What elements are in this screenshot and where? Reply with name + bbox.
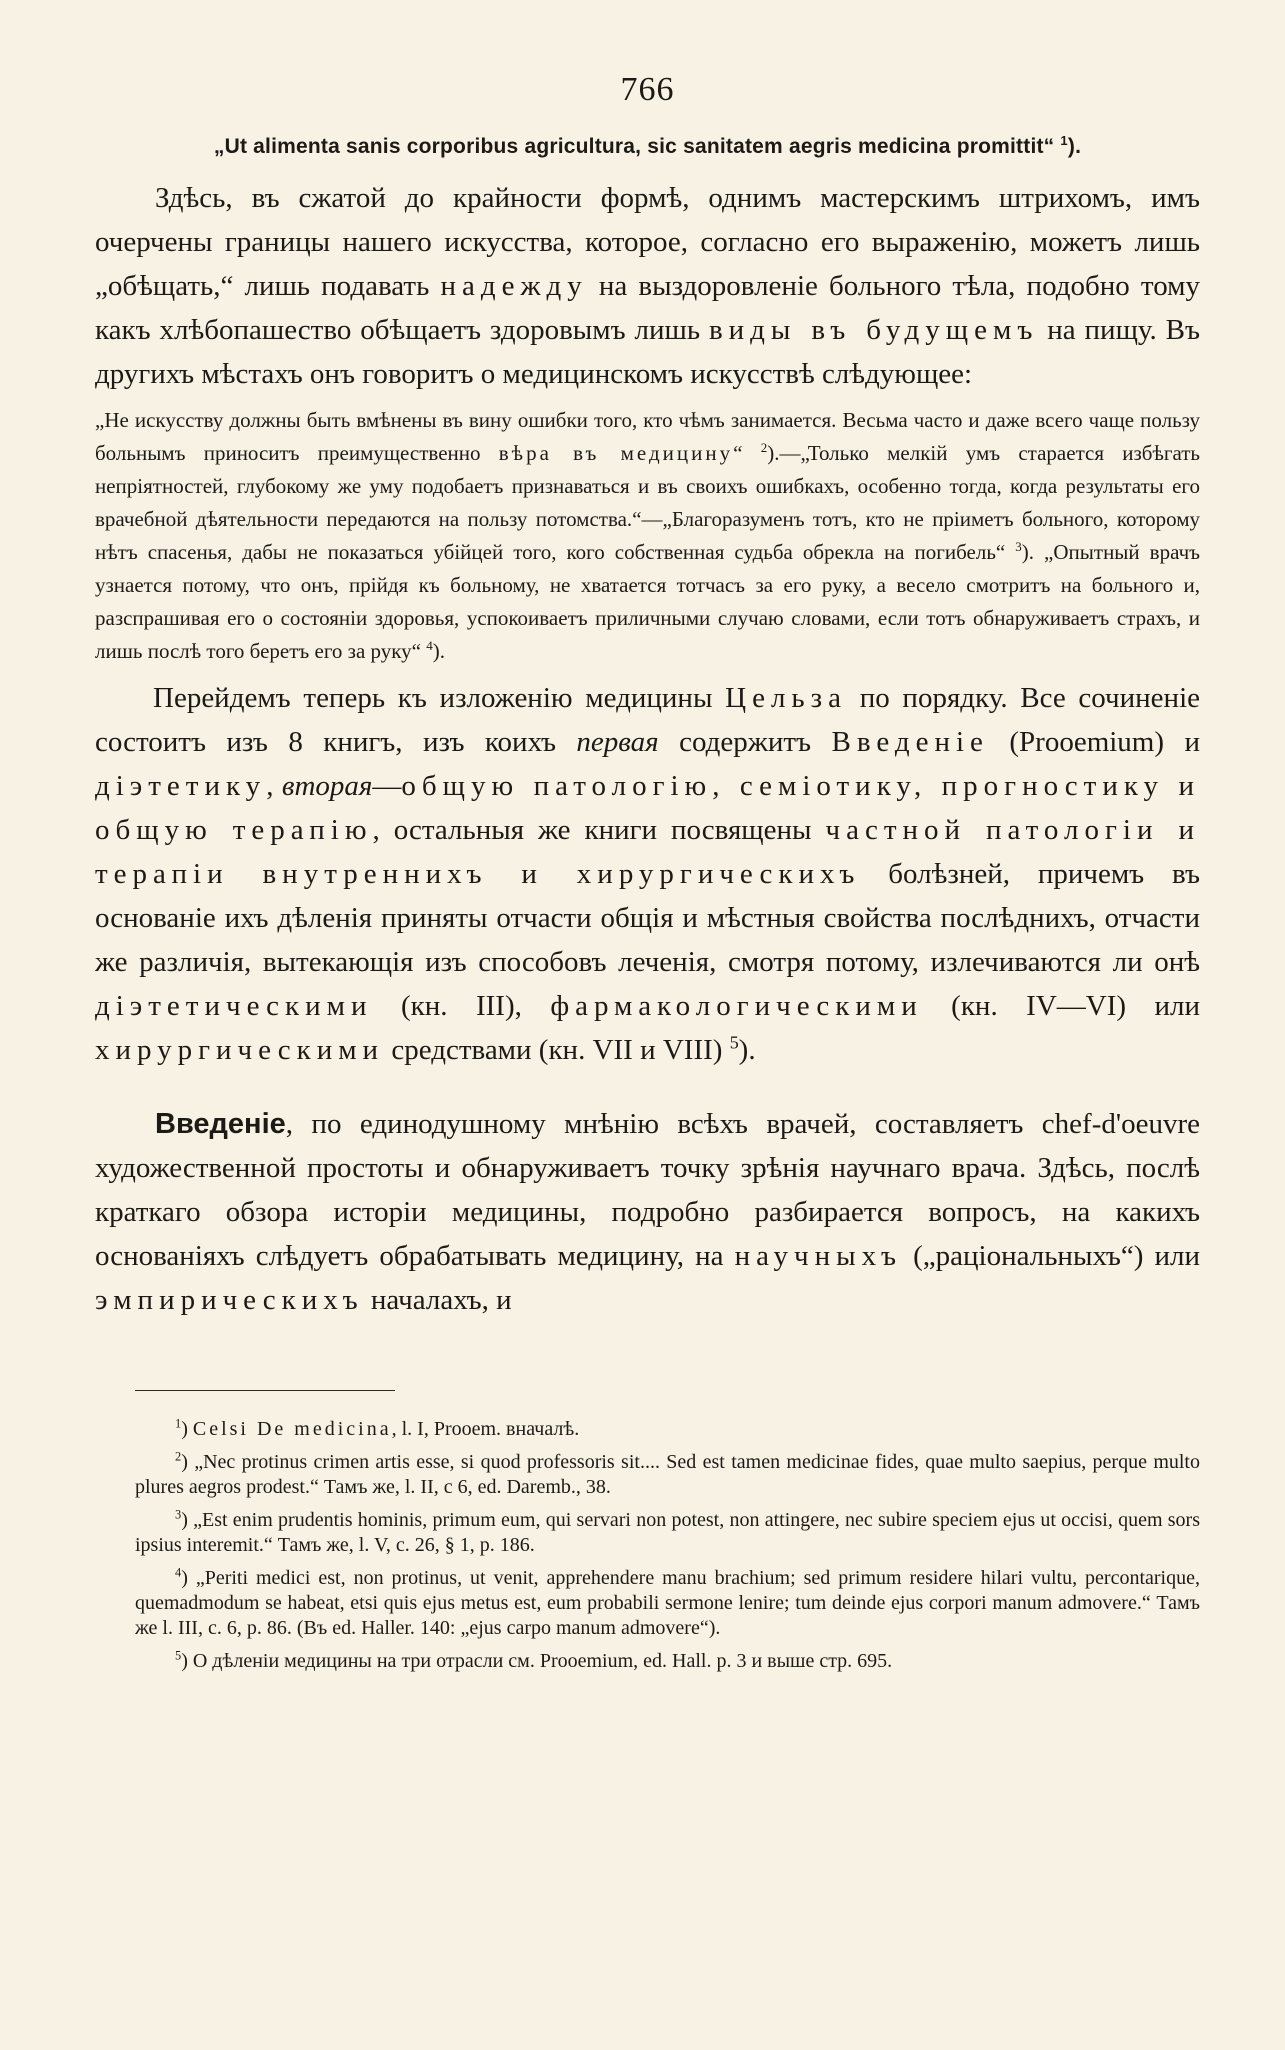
footnote-ref: 5	[729, 1032, 739, 1053]
italic-emphasis: вторая	[281, 770, 373, 802]
spaced-emphasis: діэтетическими	[95, 990, 373, 1022]
paragraph-gap	[95, 1072, 1200, 1102]
footnote-3: $^3$) „Est enim prudentis hominis, primum eum, qui servari non potest, non attingere, nec subire speciem ejus ut occisi, quem sors ipsius interemit.“ Тамъ же, l. V, c. 26, § 1, p. 186.	[135, 1507, 1200, 1556]
footnote-divider	[135, 1390, 395, 1391]
spaced-emphasis: общую патологію, семіотику, прогностику и общую терапію	[95, 770, 1201, 846]
spaced-emphasis: вѣра въ медицину	[498, 441, 734, 465]
paragraph-3: Введеніе, по единодушному мнѣнію всѣхъ врачей, составляетъ chef-d'oeuvre художественной простоты и обнаруживаетъ точку зрѣнія научнаго врача. Здѣсь, послѣ краткаго обзора исторіи медицины, подробно разбирается вопросъ, на какихъ основаніяхъ слѣдуетъ обрабатывать медицину, на научныхъ („раціональныхъ“) или эмпирическихъ началахъ, и	[95, 1108, 1200, 1316]
spaced-emphasis: частной патологіи и терапіи внутреннихъ и хирургическихъ	[95, 814, 1200, 890]
footnote-ref: 1	[1060, 133, 1068, 148]
paragraph-2: Перейдемъ теперь къ изложенію медицины Цельза по порядку. Все сочиненіе состоитъ изъ 8 книгъ, изъ коихъ первая содержитъ Введеніе (Prooemium) и діэтетику, вторая—общую патологію, семіотику, прогностику и общую терапію, остальныя же книги посвящены частной патологіи и терапіи внутреннихъ и хирургическихъ болѣзней, причемъ въ основаніе ихъ дѣленія приняты отчасти общія и мѣстныя свойства послѣднихъ, отчасти же различія, вытекающія изъ способовъ леченія, смотря потому, излечиваются ли онѣ діэтетическими (кн. III), фармакологическими (кн. IV—VI) или хирургическими средствами (кн. VII и VIII) $^5$).	[95, 682, 1201, 1066]
footnote-ref: 4	[426, 638, 433, 653]
spaced-emphasis: надежду	[440, 270, 588, 302]
book-page	[95, 70, 1200, 1682]
spaced-emphasis: виды въ будущемъ	[708, 314, 1039, 346]
bold-heading-word: Введеніе	[155, 1108, 286, 1140]
spaced-emphasis: хирургическими	[95, 1034, 385, 1066]
footnote-ref: 2	[760, 440, 768, 455]
epigraph: „Ut alimenta sanis corporibus agricultura, sic sanitatem aegris medicina promittit“ $^1$).	[213, 133, 1082, 158]
spaced-emphasis: Цельза	[725, 682, 847, 714]
footnote-2: $^2$) „Nec protinus crimen artis esse, si quod professoris sit.... Sed est tamen medicinae fides, quae multo saepius, perque multo plures aegros prodest.“ Тамъ же, l. II, c 6, ed. Daremb., 38.	[135, 1449, 1200, 1498]
footnote-ref: 3	[1015, 539, 1022, 554]
page-number: 766	[620, 71, 675, 108]
footnote-1: $^1$) Celsi De medicina, l. I, Prooem. вначалѣ.	[175, 1416, 580, 1440]
spaced-emphasis: діэтетику	[95, 770, 267, 802]
italic-emphasis: первая	[576, 726, 659, 758]
epigraph-text: „Ut alimenta sanis corporibus agricultura, sic sanitatem aegris medicina promittit“	[213, 135, 1055, 158]
spaced-emphasis: эмпирическихъ	[95, 1284, 364, 1316]
spaced-emphasis: Celsi De medicina	[192, 1418, 392, 1440]
footnote-5: $^5$) О дѣленіи медицины на три отрасли см. Prooemium, ed. Hall. p. 3 и выше стр. 695.	[175, 1648, 893, 1672]
quotation-block: „Не искусству должны быть вмѣнены въ вину ошибки того, кто чѣмъ занимается. Весьма часто и даже всего чаще пользу больнымъ приноситъ преимущественно вѣра въ медицину“ $^2$).—„Только мелкій умъ старается избѣгать непріятностей, глубокому же уму подобаетъ признаваться и въ своихъ ошибкахъ, особенно тогда, когда результаты его врачебной дѣятельности передаются на пользу потомства.“—„Благоразуменъ тотъ, кто не пріиметъ больного, которому нѣтъ спасенья, дабы не показаться убійцей того, кого собственная судьба обрекла на погибель“ $^3$). „Опытный врачъ узнается потому, что онъ, прійдя къ больному, не хватается тотчасъ за его руку, а весело смотритъ на больного и, разспрашивая его о состояніи здоровья, успокоиваетъ приличными случаю словами, если тотъ обнаруживаетъ страхъ, и лишь послѣ того беретъ его за руку“ $^4$).	[95, 408, 1201, 663]
spaced-emphasis: фармакологическими	[550, 990, 923, 1022]
spaced-emphasis: Введеніе	[831, 726, 989, 758]
spaced-emphasis: научныхъ	[734, 1240, 902, 1272]
footnotes	[95, 1417, 1200, 1674]
paragraph-1: Здѣсь, въ сжатой до крайности формѣ, однимъ мастерскимъ штрихомъ, имъ очерчены границы нашего искусства, которое, согласно его выраженію, можетъ лишь „обѣщать,“ лишь подавать надежду на выздоровленіе больного тѣла, подобно тому какъ хлѣбопашество обѣщаетъ здоровымъ лишь виды въ будущемъ на пищу. Въ другихъ мѣстахъ онъ говоритъ о медицинскомъ искусствѣ слѣдующее:	[95, 182, 1200, 390]
footnote-4: $^4$) „Periti medici est, non protinus, ut venit, apprehendere manu brachium; sed primum residere hilari vultu, percontarique, quemadmodum se habeat, etsi quis ejus metus est, eum probabili sermone lenire; tum deinde ejus corpori manum admovere.“ Тамъ же l. III, c. 6, p. 86. (Въ ed. Haller. 140: „ejus carpo manum admovere“).	[135, 1565, 1200, 1639]
